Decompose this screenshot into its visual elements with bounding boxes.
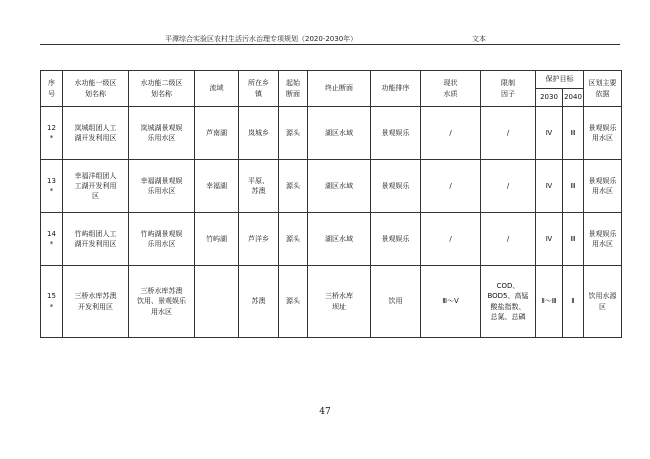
town-cell: 苏澳 xyxy=(239,266,279,338)
ranking-cell: 景观娱乐 xyxy=(371,107,421,160)
page-header xyxy=(40,32,620,46)
basin-cell: 芦南湖 xyxy=(195,107,239,160)
header-title: 平潭综合实验区农村生活污水治理专项规划（2020-2030年） xyxy=(165,35,358,43)
end-cell: 三桥水库 坝址 xyxy=(308,266,371,338)
header-level1: 水功能一级区 划名称 xyxy=(63,71,129,107)
level1-cell: 三桥水库苏澳 开发利用区 xyxy=(63,266,129,338)
target-2040-cell: Ⅲ xyxy=(563,107,584,160)
basis-cell: 饮用水源 区 xyxy=(584,266,622,338)
target-2040-cell: Ⅲ xyxy=(563,160,584,213)
quality-cell: / xyxy=(421,160,481,213)
table-row xyxy=(41,107,622,160)
quality-cell: / xyxy=(421,107,481,160)
target-2030-cell: Ⅳ xyxy=(536,213,563,266)
quality-cell: / xyxy=(421,213,481,266)
level1-cell: 岚城组团人工 湖开发利用区 xyxy=(63,107,129,160)
header-limit: 限制 因子 xyxy=(481,71,536,107)
limit-cell: / xyxy=(481,213,536,266)
limit-cell: COD、 BOD5、高锰 酸盐指数、 总氮、总磷 xyxy=(481,266,536,338)
quality-cell: Ⅲ～Ⅴ xyxy=(421,266,481,338)
header-label: 文本 xyxy=(472,35,486,43)
header-protection: 保护目标 xyxy=(536,71,584,89)
town-cell: 芦洋乡 xyxy=(239,213,279,266)
start-cell: 源头 xyxy=(279,107,308,160)
level2-cell: 岚城湖景观娱 乐用水区 xyxy=(129,107,195,160)
level2-cell: 三桥水库苏澳 饮用、景观娱乐 用水区 xyxy=(129,266,195,338)
header-ranking: 功能排序 xyxy=(371,71,421,107)
basis-cell: 景观娱乐 用水区 xyxy=(584,213,622,266)
level1-cell: 幸福洋组团人 工湖开发利用 区 xyxy=(63,160,129,213)
header-2040: 2040 xyxy=(563,89,584,107)
ranking-cell: 景观娱乐 xyxy=(371,160,421,213)
header-start: 起始 断面 xyxy=(279,71,308,107)
start-cell: 源头 xyxy=(279,160,308,213)
target-2030-cell: Ⅳ xyxy=(536,160,563,213)
header-town: 所在乡 镇 xyxy=(239,71,279,107)
limit-cell: / xyxy=(481,160,536,213)
level2-cell: 幸福湖景观娱 乐用水区 xyxy=(129,160,195,213)
town-cell: 平原、 苏澳 xyxy=(239,160,279,213)
seq-cell: 15 * xyxy=(41,266,63,338)
table-row xyxy=(41,213,622,266)
end-cell: 湖区水域 xyxy=(308,107,371,160)
town-cell: 岚城乡 xyxy=(239,107,279,160)
level2-cell: 竹屿湖景观娱 乐用水区 xyxy=(129,213,195,266)
ranking-cell: 景观娱乐 xyxy=(371,213,421,266)
target-2030-cell: Ⅳ xyxy=(536,107,563,160)
seq-cell: 14 * xyxy=(41,213,63,266)
start-cell: 源头 xyxy=(279,266,308,338)
level1-cell: 竹屿组团人工 湖开发利用区 xyxy=(63,213,129,266)
basin-cell: 幸福湖 xyxy=(195,160,239,213)
header-rule xyxy=(40,44,620,45)
seq-cell: 13 * xyxy=(41,160,63,213)
header-basin: 流域 xyxy=(195,71,239,107)
basis-cell: 景观娱乐 用水区 xyxy=(584,160,622,213)
table-row xyxy=(41,266,622,338)
target-2030-cell: Ⅱ～Ⅲ xyxy=(536,266,563,338)
basis-cell: 景观娱乐 用水区 xyxy=(584,107,622,160)
target-2040-cell: Ⅲ xyxy=(563,213,584,266)
basin-cell xyxy=(195,266,239,338)
limit-cell: / xyxy=(481,107,536,160)
start-cell: 源头 xyxy=(279,213,308,266)
header-seq: 序 号 xyxy=(41,71,63,107)
target-2040-cell: Ⅱ xyxy=(563,266,584,338)
basin-cell: 竹屿湖 xyxy=(195,213,239,266)
header-level2: 水功能二级区 划名称 xyxy=(129,71,195,107)
header-2030: 2030 xyxy=(536,89,563,107)
seq-cell: 12 * xyxy=(41,107,63,160)
end-cell: 湖区水域 xyxy=(308,213,371,266)
page-number: 47 xyxy=(319,407,331,417)
header-end: 终止断面 xyxy=(308,71,371,107)
header-quality: 现状 水质 xyxy=(421,71,481,107)
end-cell: 湖区水域 xyxy=(308,160,371,213)
ranking-cell: 饮用 xyxy=(371,266,421,338)
water-function-zoning-table xyxy=(40,70,622,338)
header-basis: 区划主要 依据 xyxy=(584,71,622,107)
table-row xyxy=(41,160,622,213)
